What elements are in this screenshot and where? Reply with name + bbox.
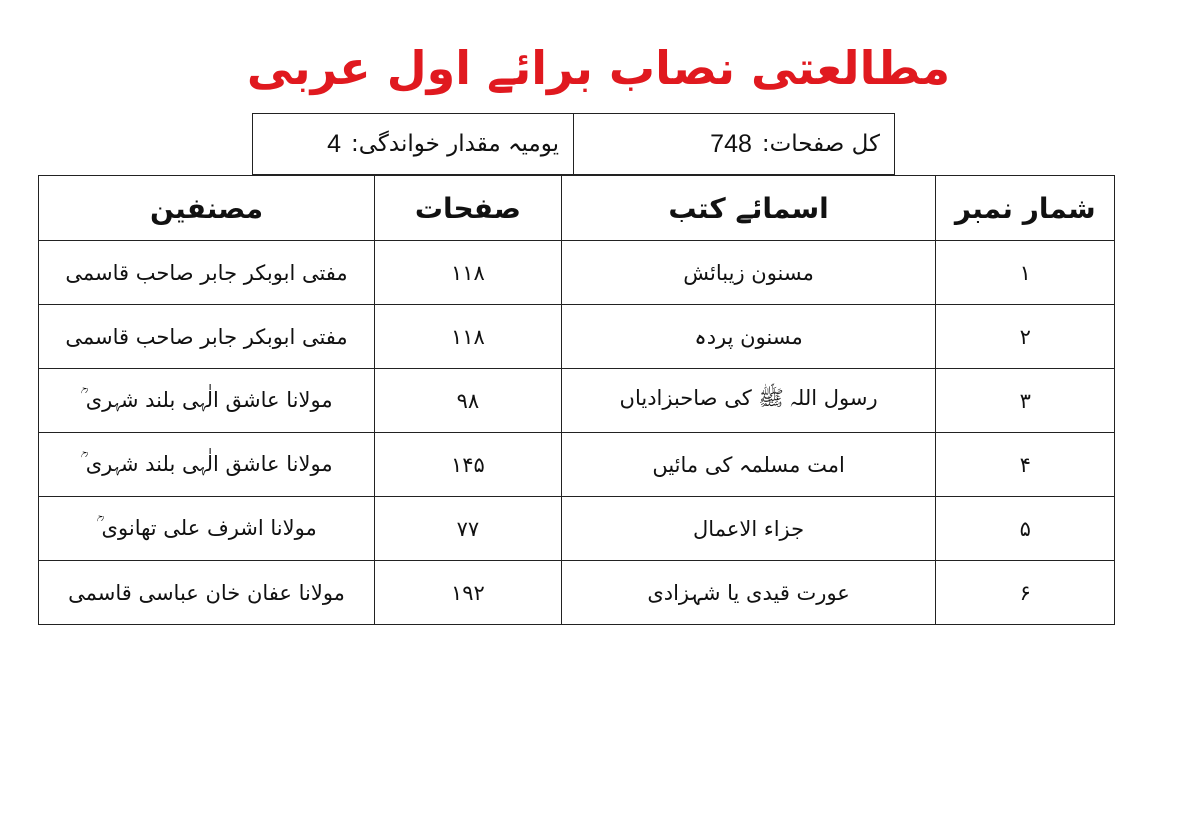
row-number: ۶ [936,561,1115,625]
summary-bar [252,113,895,175]
table-row [39,561,1115,625]
table-row [39,305,1115,369]
row-author: مولانا عاشق الٰہی بلند شہری ؒ [39,433,375,497]
table-row [39,433,1115,497]
daily-reading-label: یومیہ مقدار خواندگی: [351,131,559,157]
row-author: مولانا عاشق الٰہی بلند شہری ؒ [39,369,375,433]
daily-reading-cell [252,113,573,175]
row-number: ۱ [936,241,1115,305]
row-author: مولانا اشرف علی تھانوی ؒ [39,497,375,561]
row-number: ۳ [936,369,1115,433]
header-author: مصنفین [39,176,375,241]
daily-reading-value: 4 [327,129,341,158]
row-book: مسنون پردہ [561,305,936,369]
row-number: ۵ [936,497,1115,561]
table-row [39,241,1115,305]
total-pages-label: کل صفحات: [761,131,880,157]
row-number: ۴ [936,433,1115,497]
row-number: ۲ [936,305,1115,369]
row-book: مسنون زیبائش [561,241,936,305]
table-header-row [39,176,1115,241]
row-book: عورت قیدی یا شہزادی [561,561,936,625]
row-pages: ۱۴۵ [375,433,562,497]
syllabus-table [38,175,1115,625]
page-title: مطالعتی نصاب برائے اول عربی [246,41,951,95]
row-pages: ۱۱۸ [375,305,562,369]
table-row [39,497,1115,561]
table-row [39,369,1115,433]
row-pages: ۱۹۲ [375,561,562,625]
row-book: جزاء الاعمال [561,497,936,561]
total-pages-value: 748 [710,129,752,158]
row-book: رسول اللہ ﷺ کی صاحبزادیاں [561,369,936,433]
header-book: اسمائے کتب [561,176,936,241]
row-book: امت مسلمہ کی مائیں [561,433,936,497]
row-author: مفتی ابوبکر جابر صاحب قاسمی [39,305,375,369]
header-number: شمار نمبر [936,176,1115,241]
row-pages: ۷۷ [375,497,562,561]
row-pages: ۹۸ [375,369,562,433]
header-pages: صفحات [375,176,562,241]
total-pages-cell [573,113,895,175]
row-author: مفتی ابوبکر جابر صاحب قاسمی [39,241,375,305]
row-pages: ۱۱۸ [375,241,562,305]
row-author: مولانا عفان خان عباسی قاسمی [39,561,375,625]
